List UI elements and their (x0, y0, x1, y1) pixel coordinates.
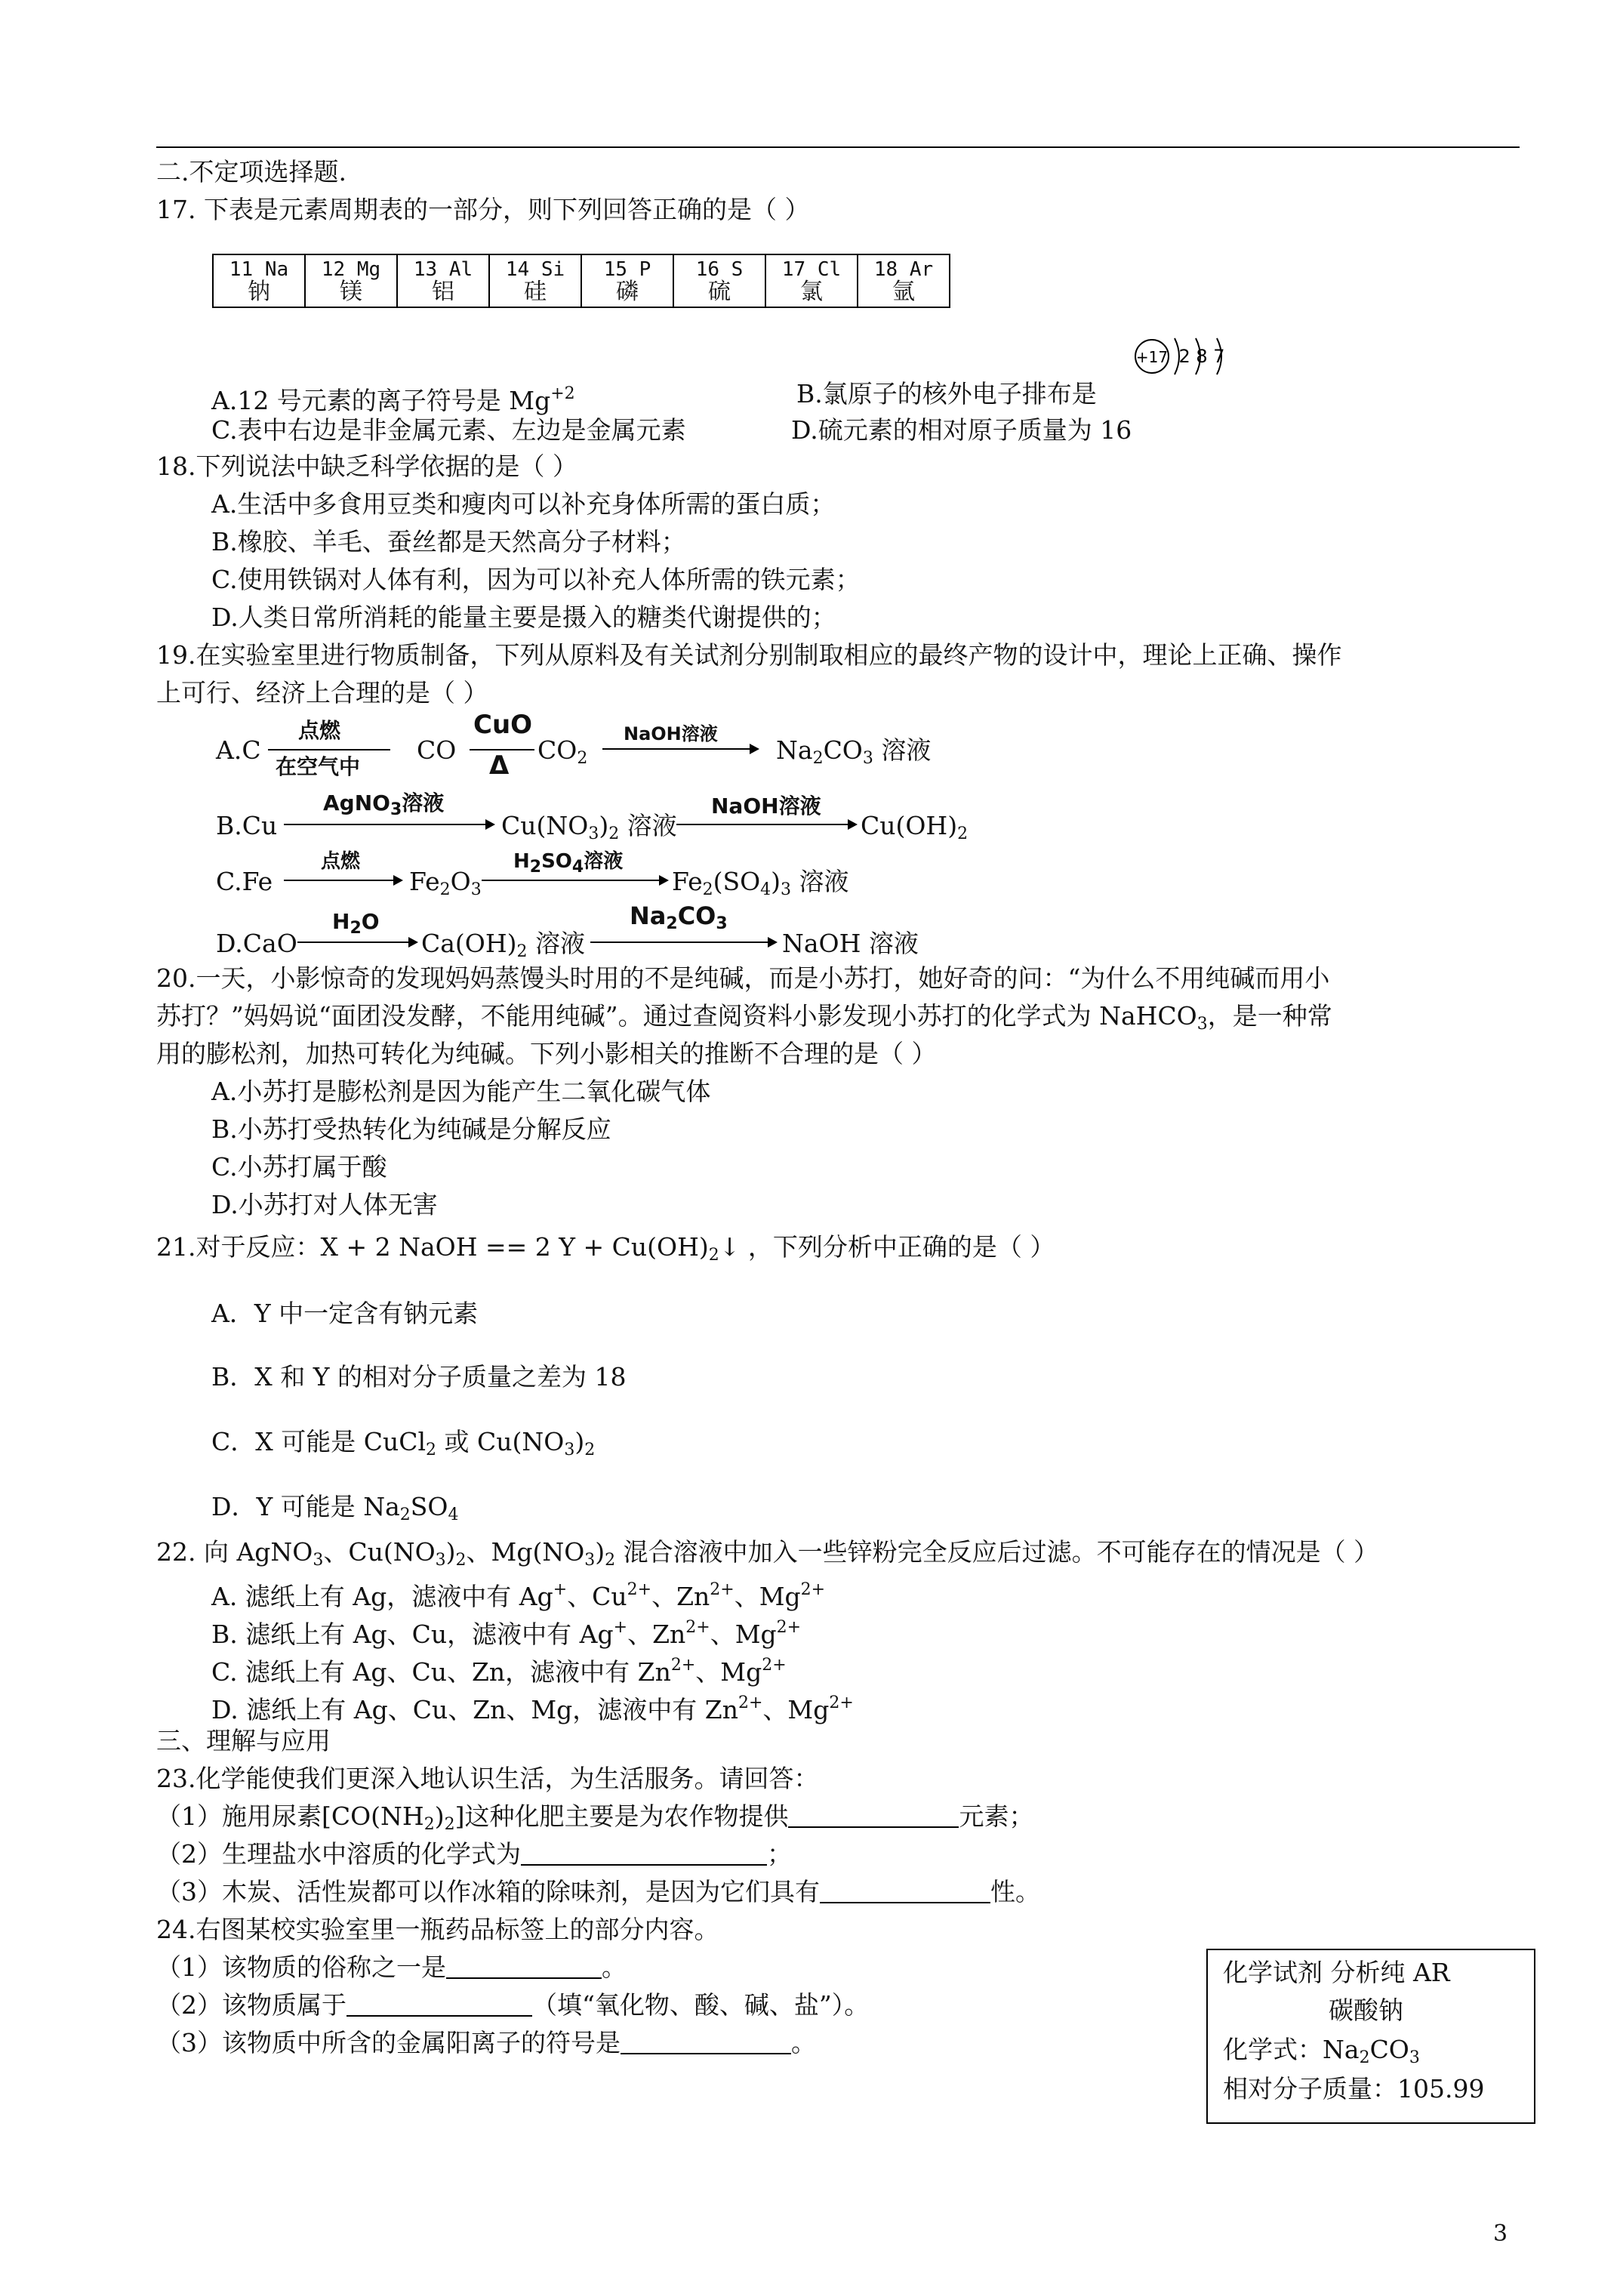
q19c-mid1: $Fe_2O_3$ (409, 867, 482, 899)
section-title: 二.不定项选择题. (156, 157, 346, 186)
q19c-arrow1-icon (284, 873, 405, 888)
q19d-arrow2-icon (590, 935, 779, 950)
element-cell (213, 254, 305, 307)
element-name: 镁 (340, 279, 362, 305)
element-name: 硫 (708, 279, 731, 305)
element-code: 16 S (695, 258, 744, 281)
q19b-cond1-top: AgNO$_3$溶液 (323, 791, 445, 819)
q19b-cond2-top: NaOH溶液 (711, 794, 821, 818)
element-cell (581, 254, 673, 307)
reagent-label (1206, 1949, 1535, 2124)
q22-option-c: C. 滤纸上有 Ag、Cu、Zn，滤液中有 $Zn^{2+}$、$Mg^{2+}$ (211, 1656, 787, 1687)
q20-line1: 20.一天，小影惊奇的发现妈妈蒸馒头时用的不是纯碱，而是小苏打，她好奇的问：“为什么不用纯碱而用小 (156, 963, 1330, 993)
q18-option-c: C.使用铁锅对人体有利，因为可以补充人体所需的铁元素； (211, 565, 861, 594)
q17-option-b: B.氯原子的核外电子排布是 (796, 379, 1097, 408)
element-code: 11 Na (229, 258, 289, 281)
element-name: 硅 (524, 279, 547, 305)
reagent-label-grade: 化学试剂 分析纯 AR (1223, 1958, 1450, 1987)
q19d-start: D.CaO (216, 929, 297, 958)
q23-blank3[interactable] (820, 1879, 990, 1903)
q19a-cond2-top: CuO (473, 710, 533, 740)
section-title: 三、理解与应用 (156, 1726, 331, 1755)
element-cell (765, 254, 858, 307)
q23-blank2[interactable] (521, 1841, 767, 1866)
atom-shells-label: 2 8 7 (1178, 346, 1225, 367)
q17-option-d: D.硫元素的相对原子质量为 16 (791, 415, 1132, 445)
element-code: 15 P (603, 258, 651, 281)
q17-stem: 17. 下表是元素周期表的一部分，则下列回答正确的是（ ） (156, 195, 810, 224)
q20-option-b: B.小苏打受热转化为纯碱是分解反应 (211, 1114, 611, 1144)
q20-line2: 苏打？”妈妈说“面团没发酵，不能用纯碱”。通过查阅资料小影发现小苏打的化学式为 NaHCO$_3$，是一种常 (156, 1001, 1332, 1034)
q19d-cond1-top: $H_2O$ (332, 909, 380, 938)
q23-stem: 23.化学能使我们更深入地认识生活，为生活服务。请回答： (156, 1764, 819, 1793)
q19a-cond1-top: 点燃 (298, 718, 341, 743)
q19-stem-line2: 上可行、经济上合理的是（ ） (156, 678, 488, 707)
element-cell (397, 254, 489, 307)
reagent-label-name: 碳酸钠 (1329, 1996, 1403, 2025)
q19d-end: NaOH 溶液 (782, 929, 919, 958)
q19a-cond1-bottom: 在空气中 (276, 754, 361, 779)
q19c-start: C.Fe (216, 867, 273, 896)
q23-sub2: （2）生理盐水中溶质的化学式为 ； (156, 1839, 792, 1869)
q19c-cond1-top: 点燃 (321, 850, 361, 873)
atom-structure-icon (1129, 331, 1250, 399)
q24-blank2[interactable] (346, 1992, 532, 2017)
periodic-table-row (212, 254, 950, 308)
q19-stem-line1: 19.在实验室里进行物质制备，下列从原料及有关试剂分别制取相应的最终产物的设计中，理论上正确、操作 (156, 640, 1342, 670)
q19a-start: A.C (216, 735, 261, 765)
q18-stem: 18.下列说法中缺乏科学依据的是（ ） (156, 451, 577, 481)
element-name: 铝 (432, 279, 454, 305)
q17-option-a: A.12 号元素的离子符号是 $Mg^{+2}$ (211, 384, 575, 415)
q24-stem: 24.右图某校实验室里一瓶药品标签上的部分内容。 (156, 1915, 719, 1944)
q19b-start: B.Cu (216, 811, 278, 840)
q24-sub3: （3）该物质中所含的金属阳离子的符号是 。 (156, 2028, 816, 2057)
q20-line3: 用的膨松剂，加热可转化为纯碱。下列小影相关的推断不合理的是（ ） (156, 1039, 937, 1068)
q23-blank1[interactable] (788, 1804, 959, 1828)
element-name: 氯 (800, 279, 823, 305)
q24-sub2: （2）该物质属于 （填“氧化物、酸、碱、盐”）。 (156, 1990, 870, 2020)
q21-option-d: D．Y 可能是 $Na_2SO_4$ (211, 1492, 459, 1524)
q22-stem: 22. 向 AgNO$_3$、$Cu(NO_3)_2$、$Mg(NO_3)_2$ 混合溶液中加入一些锌粉完全反应后过滤。不可能存在的情况是（ ） (156, 1537, 1379, 1570)
q20-option-d: D.小苏打对人体无害 (211, 1190, 438, 1219)
q19a-mid2: $CO_2$ (537, 735, 588, 768)
element-name: 磷 (616, 279, 639, 305)
q18-option-a: A.生活中多食用豆类和瘦肉可以补充身体所需的蛋白质； (211, 489, 836, 519)
element-cell (305, 254, 397, 307)
q18-option-b: B.橡胶、羊毛、蚕丝都是天然高分子材料； (211, 527, 686, 556)
q22-option-d: D. 滤纸上有 Ag、Cu、Zn、Mg，滤液中有 $Zn^{2+}$、$Mg^{2+}$ (211, 1693, 854, 1724)
reagent-label-mass: 相对分子质量：105.99 (1223, 2074, 1485, 2103)
element-code: 12 Mg (321, 258, 381, 281)
q19d-arrow1-icon (297, 935, 420, 950)
q19c-cond2-top: $H_2SO_4$溶液 (513, 850, 624, 877)
q23-sub1: （1）施用尿素$[CO(NH_2)_2]$这种化肥主要是为农作物提供 元素； (156, 1801, 1034, 1834)
q24-blank3[interactable] (621, 2030, 791, 2054)
element-code: 14 Si (505, 258, 565, 281)
q22-option-a: A. 滤纸上有 Ag，滤液中有 Ag+、$Cu^{2+}$、$Zn^{2+}$、$Mg^{2+}$ (211, 1580, 826, 1611)
element-name: 氩 (892, 279, 915, 305)
q22-option-b: B. 滤纸上有 Ag、Cu，滤液中有 Ag+、$Zn^{2+}$、$Mg^{2+}$ (211, 1618, 802, 1649)
q19c-end: $Fe_2(SO_4)_3$ 溶液 (672, 867, 849, 899)
q19a-cond3-top: NaOH溶液 (624, 723, 718, 744)
q19d-cond2-top: $Na_2CO_3$ (630, 901, 728, 933)
q19c-arrow2-icon (482, 873, 670, 888)
element-code: 18 Ar (873, 258, 934, 281)
atom-nucleus-label: +17 (1135, 348, 1169, 366)
element-cell (489, 254, 581, 307)
q19b-mid1: $Cu(NO_3)_2$ 溶液 (501, 811, 677, 843)
q21-option-c: C．X 可能是 CuCl$_2$ 或 $Cu(NO_3)_2$ (211, 1427, 596, 1459)
element-code: 17 Cl (781, 258, 842, 281)
q20-option-a: A.小苏打是膨松剂是因为能产生二氧化碳气体 (211, 1077, 711, 1106)
q19a-end: $Na_2CO_3$ 溶液 (776, 735, 932, 768)
q19d-mid1: $Ca(OH)_2$ 溶液 (421, 929, 586, 961)
reagent-label-formula: 化学式：$Na_2CO_3$ (1223, 2035, 1420, 2067)
element-code: 13 Al (413, 258, 473, 281)
q21-stem: 21.对于反应：X + 2 NaOH == 2 $Y + Cu(OH)_2↓$ ，下列分析中正确的是（ ） (156, 1232, 1055, 1265)
q18-option-d: D.人类日常所消耗的能量主要是摄入的糖类代谢提供的； (211, 603, 836, 632)
q19a-mid1: CO (417, 735, 457, 765)
q24-blank1[interactable] (446, 1955, 602, 1979)
element-cell (858, 254, 950, 307)
q19b-arrow1-icon (284, 817, 497, 832)
header-rule (156, 146, 1520, 148)
element-cell (673, 254, 765, 307)
element-name: 钠 (248, 279, 270, 305)
q17-option-c: C.表中右边是非金属元素、左边是金属元素 (211, 415, 686, 445)
page-number: 3 (1493, 2220, 1508, 2247)
q19b-end: $Cu(OH)_2$ (861, 811, 969, 843)
q19b-arrow2-icon (676, 817, 859, 832)
q23-sub3: （3）木炭、活性炭都可以作冰箱的除味剂，是因为它们具有 性。 (156, 1877, 1040, 1906)
q21-option-b: B．X 和 Y 的相对分子质量之差为 18 (211, 1362, 627, 1391)
q19a-arrow3-icon (602, 741, 761, 757)
q24-sub1: （1）该物质的俗称之一是 。 (156, 1952, 627, 1982)
q20-option-c: C.小苏打属于酸 (211, 1152, 387, 1182)
q21-option-a: A．Y 中一定含有钠元素 (211, 1299, 479, 1328)
q19a-cond2-bottom: Δ (489, 750, 510, 781)
